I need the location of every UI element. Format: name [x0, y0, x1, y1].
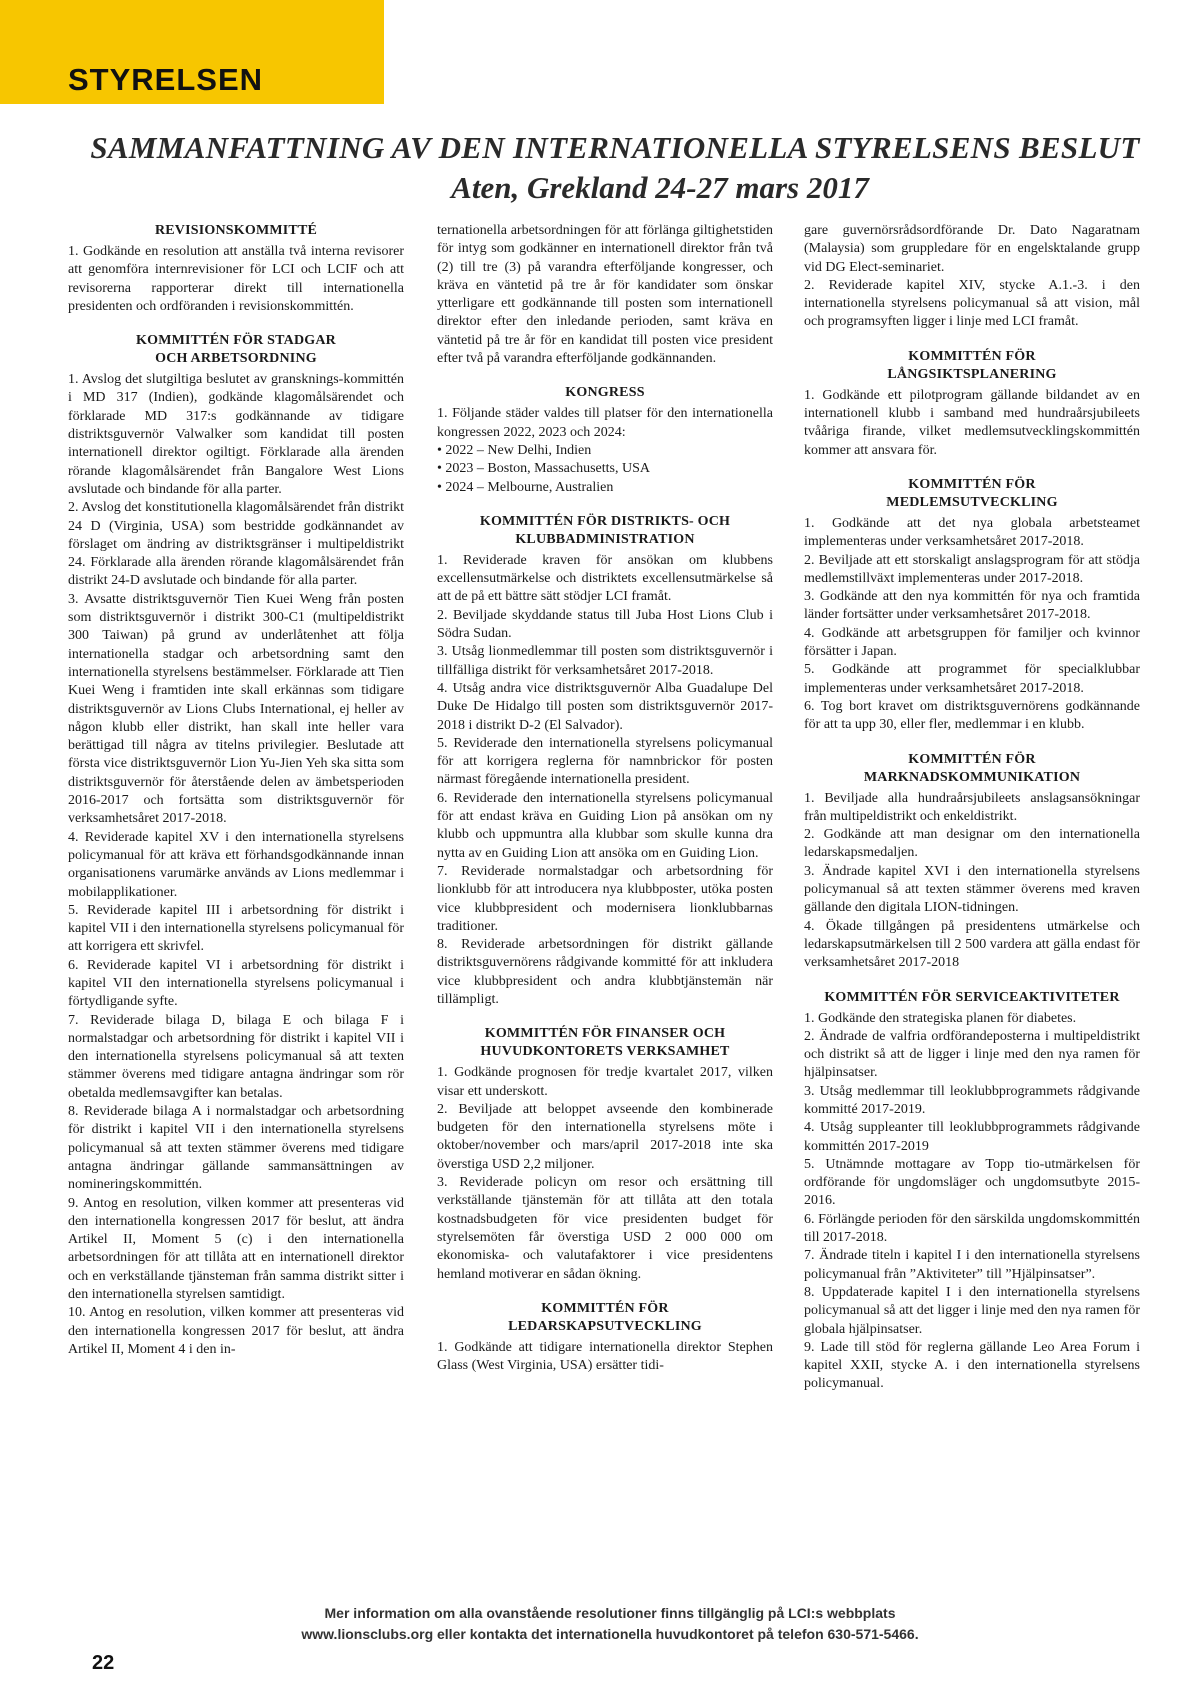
footer-info-line-1: Mer information om alla ovanstående resolutioner finns tillgänglig på LCI:s webbplats	[324, 1605, 896, 1621]
section-heading-line: KOMMITTÉN FÖR	[908, 476, 1036, 492]
list-item: • 2024 – Melbourne, Australien	[437, 479, 773, 497]
resolution-item: 4. Utsåg suppleanter till leoklubbprogrammets rådgivande kommittén 2017-2019	[804, 1120, 1140, 1154]
section	[437, 1300, 773, 1376]
section	[804, 348, 1140, 460]
resolution-item: 8. Reviderade arbetsordningen för distrikt gällande distriktsguvernörens rådgivande kommitté för att inkludera vice klubbpresident och andra klubbtjänstemän när tillämpligt.	[437, 937, 773, 1007]
resolution-item: 1. Godkände ett pilotprogram gällande bildandet av en internationell klubb i samband med hundraårsjubileets tvååriga firande, vilket medlemsutvecklingskommittén kommer att ansvara för.	[804, 387, 1140, 458]
section-heading	[437, 513, 773, 549]
city-list	[437, 442, 773, 497]
section-heading	[68, 332, 404, 368]
resolution-item: 1. Beviljade alla hundraårsjubileets anslagsansökningar från multipeldistrikt och enkeldistrikt.	[804, 790, 1140, 824]
resolution-item: 1. Godkände den strategiska planen för diabetes.	[804, 1010, 1077, 1026]
resolution-item: 6. Reviderade den internationella styrelsens policymanual för att endast kräva en Guiding Lion på ansökan om ny klubb och uppmuntra alla klubbar som skulle kunna dra nytta av en Guiding Lion att ansöka om en Guiding Lion.	[437, 790, 773, 861]
text-column-1	[68, 222, 404, 1375]
page-number: 22	[92, 1652, 115, 1674]
resolution-item: 8. Uppdaterade kapitel I i den internationella styrelsens policymanual så att det ligger i linje med den nya ramen för globala hjälpinsatser.	[804, 1284, 1140, 1337]
section-heading	[804, 476, 1140, 512]
section-heading	[437, 1300, 773, 1336]
list-item: • 2023 – Boston, Massachusetts, USA	[437, 460, 773, 478]
resolution-item: 2. Reviderade kapitel XIV, stycke A.1.-3. i den internationella styrelsens policymanual så att vision, mål och programsyften ligger i linje med LCI framåt.	[804, 277, 1140, 330]
section-heading	[804, 989, 1140, 1007]
section-heading-line: KOMMITTÉN FÖR STADGAR	[136, 333, 336, 349]
resolution-item: 8. Reviderade bilaga A i normalstadgar och arbetsordning för distrikt i kapitel VII i den internationella styrelsens policymanual så att texten stämmer överens med tidigare antagna ändringar gällande sammansättningen av nomineringskommittén.	[68, 1104, 404, 1193]
section	[68, 222, 404, 316]
footer-info-line-2: www.lionsclubs.org eller kontakta det internationella huvudkontoret på telefon 630-571-5466.	[301, 1626, 919, 1642]
resolution-item: 7. Reviderade bilaga D, bilaga E och bilaga F i normalstadgar och arbetsordning för distrikt i kapitel VII i den internationella styrelsens policymanual så att texten stämmer överens med tidigare antagna ändringar som rör obetalda medlemsavgifter kan betalas.	[68, 1012, 404, 1101]
resolution-item: 7. Ändrade titeln i kapitel I i den internationella styrelsens policymanual från ”Aktiviteter” till ”Hjälpinsatser”.	[804, 1248, 1140, 1282]
resolution-item: gare guvernörsrådsordförande Dr. Dato Nagaratnam (Malaysia) som gruppledare för en engelsktalande grupp vid DG Elect-seminariet.	[804, 223, 1140, 275]
section-heading-line: HUVUDKONTORETS VERKSAMHET	[480, 1044, 730, 1060]
resolution-item: 3. Ändrade kapitel XVI i den internationella styrelsens policymanual så att texten stämmer överens med kraven gällande den digitala LION-tidningen.	[804, 863, 1140, 916]
section-heading	[437, 1025, 773, 1061]
list-item: • 2022 – New Delhi, Indien	[437, 442, 773, 460]
section-heading-line: KOMMITTÉN FÖR	[908, 751, 1036, 767]
section-heading-line: KLUBBADMINISTRATION	[515, 531, 695, 547]
resolution-item: 2. Godkände att man designar om den internationella ledarskapsmedaljen.	[804, 827, 1140, 861]
resolution-item: 6. Förlängde perioden för den särskilda ungdomskommittén till 2017-2018.	[804, 1211, 1140, 1246]
section	[804, 222, 1140, 332]
resolution-item: 3. Reviderade policyn om resor och ersättning till verkställande tjänstemän för att tillåta att den totala kostnadsbudgeten för vice presidenten budget för styrelsemöten får överstiga USD 2 000 000 om ekonomiska- och valutafaktorer i vice presidentens hemland motiverar en sådan ökning.	[437, 1175, 773, 1282]
resolution-item: 7. Reviderade normalstadgar och arbetsordning för lionklubb för att introducera nya klubbposter, utöka posten vice klubbpresident och modernisera lionklubbarnas traditioner.	[437, 863, 773, 934]
section-heading-line: KOMMITTÉN FÖR	[541, 1300, 669, 1316]
resolution-item: 4. Godkände att arbetsgruppen för familjer och kvinnor försätter i Japan.	[804, 625, 1140, 660]
section-heading-line: KONGRESS	[565, 385, 645, 401]
resolution-item: 3. Godkände att den nya kommittén för nya och framtida länder fortsätter under verksamhetsåret 2017-2018.	[804, 589, 1140, 623]
section-heading	[68, 222, 404, 240]
section-heading-line: LÅNGSIKTSPLANERING	[887, 366, 1057, 382]
resolution-item: 4. Ökade tillgången på presidentens utmärkelse och ledarskapsutmärkelsen till 2 500 vardera att gälla endast för verksamhetsåret 2017-2018	[804, 918, 1140, 971]
section-tab-label: STYRELSEN	[68, 62, 264, 97]
resolution-item: 3. Avsatte distriktsguvernör Tien Kuei Weng från posten som distriktsguvernör i distrikt 300-C1 (multipeldistrikt 300 Taiwan) på grund av underlåtenhet att följa internationella stadgar och arbetsordning samt den internationella styrelsens bestämmelser. Förklarade att Tien Kuei Weng i framtiden inte skall erkännas som tidigare distriktsguvernör av Lions Clubs International, ej heller av någon klubb eller distrikt, han skall inte heller vara berättigad till några av titelns privilegier. Beslutade att första vice distriktsguvernör Lion Yu-Jien Yeh ska sitta som distriktsguvernör för återstående delen av ämbetsperioden 2016-2017 och fortsätta som distriktsguvernör för verksamhetsåret 2017-2018.	[68, 591, 404, 827]
section-heading-line: KOMMITTÉN FÖR	[908, 348, 1036, 364]
resolution-item: 9. Antog en resolution, vilken kommer att presenteras vid den internationella kongressen 2017 för beslut, att ändra Artikel II, Moment 5 (c) i den internationella arbetsordningen för att tillåta att en internationell direktor och en verkställande tjänsteman från samma distrikt sitter i den internationella styrelsen samtidigt.	[68, 1195, 404, 1303]
resolution-item: 1. Avslog det slutgiltiga beslutet av gransknings-kommittén i MD 317 (Indien), godkände klagomålsärendet och förklarade MD 317:s godkännande av tidigare distriktsguvernör Valwalker som kandidat till posten internationell direktor ogiltigt. Förklarade alla ärenden rörande klagomålsärendet från Bangalore West Lions avslutade och bindande för alla parter.	[68, 372, 404, 497]
resolution-item: ternationella arbetsordningen för att förlänga giltighetstiden för intyg som godkänner en internationell direktor från två (2) till tre (3) på varandra efterföljande kongresser, och kräva en väntetid på tre år för kandidater som önskar ytterligare ett godkännande till posten som internationell direktor efter den inledande perioden, samt kräva en väntetid på tre år för en kandidat till posten vice president efter två på varandra efterföljande godkännanden.	[437, 223, 773, 367]
resolution-item: 4. Reviderade kapitel XV i den internationella styrelsens policymanual för att kräva ett förhandsgodkännande innan organisationens varumärke används av Lions medlemmar i mobilapplikationer.	[68, 829, 404, 900]
section-heading	[804, 348, 1140, 384]
section-heading-line: OCH ARBETSORDNING	[155, 351, 317, 367]
resolution-item: 2. Beviljade att ett storskaligt anslagsprogram för att stödja medlemstillväxt implementeras under 2017-2018.	[804, 552, 1140, 586]
resolution-item: 5. Reviderade kapitel III i arbetsordning för distrikt i kapitel VII i den internationella styrelsens policymanual för att korrigera ett skrivfel.	[68, 902, 404, 955]
resolution-item: 6. Reviderade kapitel VI i arbetsordning för distrikt i kapitel VII den internationella styrelsens policymanual i förtydligande syfte.	[68, 957, 404, 1010]
section-heading-line: KOMMITTÉN FÖR DISTRIKTS- OCH	[479, 513, 731, 529]
section-heading	[437, 384, 773, 402]
section-heading-line: LEDARSKAPSUTVECKLING	[508, 1318, 702, 1334]
section-heading-line: REVISIONSKOMMITTÉ	[154, 223, 318, 238]
resolution-item: 1. Godkände att det nya globala arbetsteamet implementeras under verksamhetsåret 2017-2018.	[804, 515, 1140, 550]
text-column-3	[804, 222, 1140, 1410]
resolution-item: 1. Godkände att tidigare internationella direktor Stephen Glass (West Virginia, USA) ersätter tidi-	[437, 1339, 773, 1374]
resolution-item: 2. Ändrade de valfria ordförandeposterna i multipeldistrikt och distrikt så att de ligger i linje med den nya ramen för hjälpinsatser.	[804, 1028, 1140, 1081]
section-tab	[0, 0, 384, 104]
resolution-item: 1. Följande städer valdes till platser för den internationella kongressen 2022, 2023 och 2024:	[437, 406, 773, 440]
resolution-item: 5. Godkände att programmet för specialklubbar implementeras under verksamhetsåret 2017-2018.	[804, 662, 1140, 696]
resolution-item: 6. Tog bort kravet om distriktsguvernörens godkännande för att ta upp 30, eller fler, medlemmar i en klubb.	[804, 698, 1140, 733]
resolution-item: 3. Utsåg medlemmar till leoklubbprogrammets rådgivande kommitté 2017-2019.	[804, 1083, 1140, 1117]
section	[437, 384, 773, 496]
section-heading-line: KOMMITTÉN FÖR SERVICEAKTIVITETER	[824, 989, 1120, 1005]
resolution-item: 5. Reviderade den internationella styrelsens policymanual för att korrigera reglerna för namnbrickor för posten närmast föregående internationella president.	[437, 735, 773, 788]
section	[437, 513, 773, 1009]
section	[437, 1025, 773, 1284]
resolution-item: 1. Godkände en resolution att anställa två interna revisorer att genomföra internrevisioner för LCI och LCIF och att revisorerna rapporterar direkt till internationella presidenten och ordföranden i revisionskommittén.	[68, 244, 404, 314]
section-heading-line: MARKNADSKOMMUNIKATION	[863, 769, 1081, 785]
resolution-item: 5. Utnämnde mottagare av Topp tio-utmärkelsen för ordförande för ungdomsläger och ungdomsutbyte 2015-2016.	[804, 1156, 1140, 1209]
resolution-item: 3. Utsåg lionmedlemmar till posten som distriktsguvernör i tillfälliga distrikt för verksamhetsåret 2017-2018.	[437, 644, 773, 678]
section-heading-line: MEDLEMSUTVECKLING	[886, 494, 1058, 510]
resolution-item: 1. Reviderade kraven för ansökan om klubbens excellensutmärkelse och distriktets excellensutmärkelse så att de på ett bättre sätt stödjer LCI framåt.	[437, 552, 773, 605]
page-subtitle: Aten, Grekland 24-27 mars 2017	[451, 170, 869, 205]
section	[437, 222, 773, 368]
section	[804, 476, 1140, 735]
page-title: SAMMANFATTNING AV DEN INTERNATIONELLA STYRELSENS BESLUT	[90, 130, 1140, 165]
resolution-item: 1. Godkände prognosen för tredje kvartalet 2017, vilken visar ett underskott.	[437, 1065, 773, 1099]
text-column-2	[437, 222, 773, 1391]
resolution-item: 2. Beviljade att beloppet avseende den kombinerade budgeten för den internationella styrelsens möte i oktober/november och mars/april 2017-2018 inte ska överstiga USD 2,2 miljoner.	[437, 1101, 773, 1172]
resolution-item: 10. Antog en resolution, vilken kommer att presenteras vid den internationella kongressen 2017 för beslut, att ändra Artikel II, Moment 4 i den in-	[68, 1305, 404, 1357]
resolution-item: 9. Lade till stöd för reglerna gällande Leo Area Forum i kapitel XXII, stycke A. i den internationella styrelsens policymanual.	[804, 1339, 1140, 1392]
section-heading-line: KOMMITTÉN FÖR FINANSER OCH	[484, 1026, 726, 1042]
resolution-item: 2. Beviljade skyddande status till Juba Host Lions Club i Södra Sudan.	[437, 607, 773, 642]
section	[804, 989, 1140, 1394]
section	[804, 751, 1140, 973]
resolution-item: 2. Avslog det konstitutionella klagomålsärendet från distrikt 24 D (Virginia, USA) som bestridde godkännandet av förslaget om ändring av distriktsgränser i multipeldistrikt 24. Förklarade alla ärenden rörande klagomålsärendet från distrikt 24-D avslutade och bindande för alla parter.	[68, 500, 404, 589]
section-heading	[804, 751, 1140, 787]
section	[68, 332, 404, 1359]
resolution-item: 4. Utsåg andra vice distriktsguvernör Alba Guadalupe Del Duke De Hidalgo till posten som distriktsguvernör 2017-2018 i distrikt D-2 (El Salvador).	[437, 680, 773, 733]
